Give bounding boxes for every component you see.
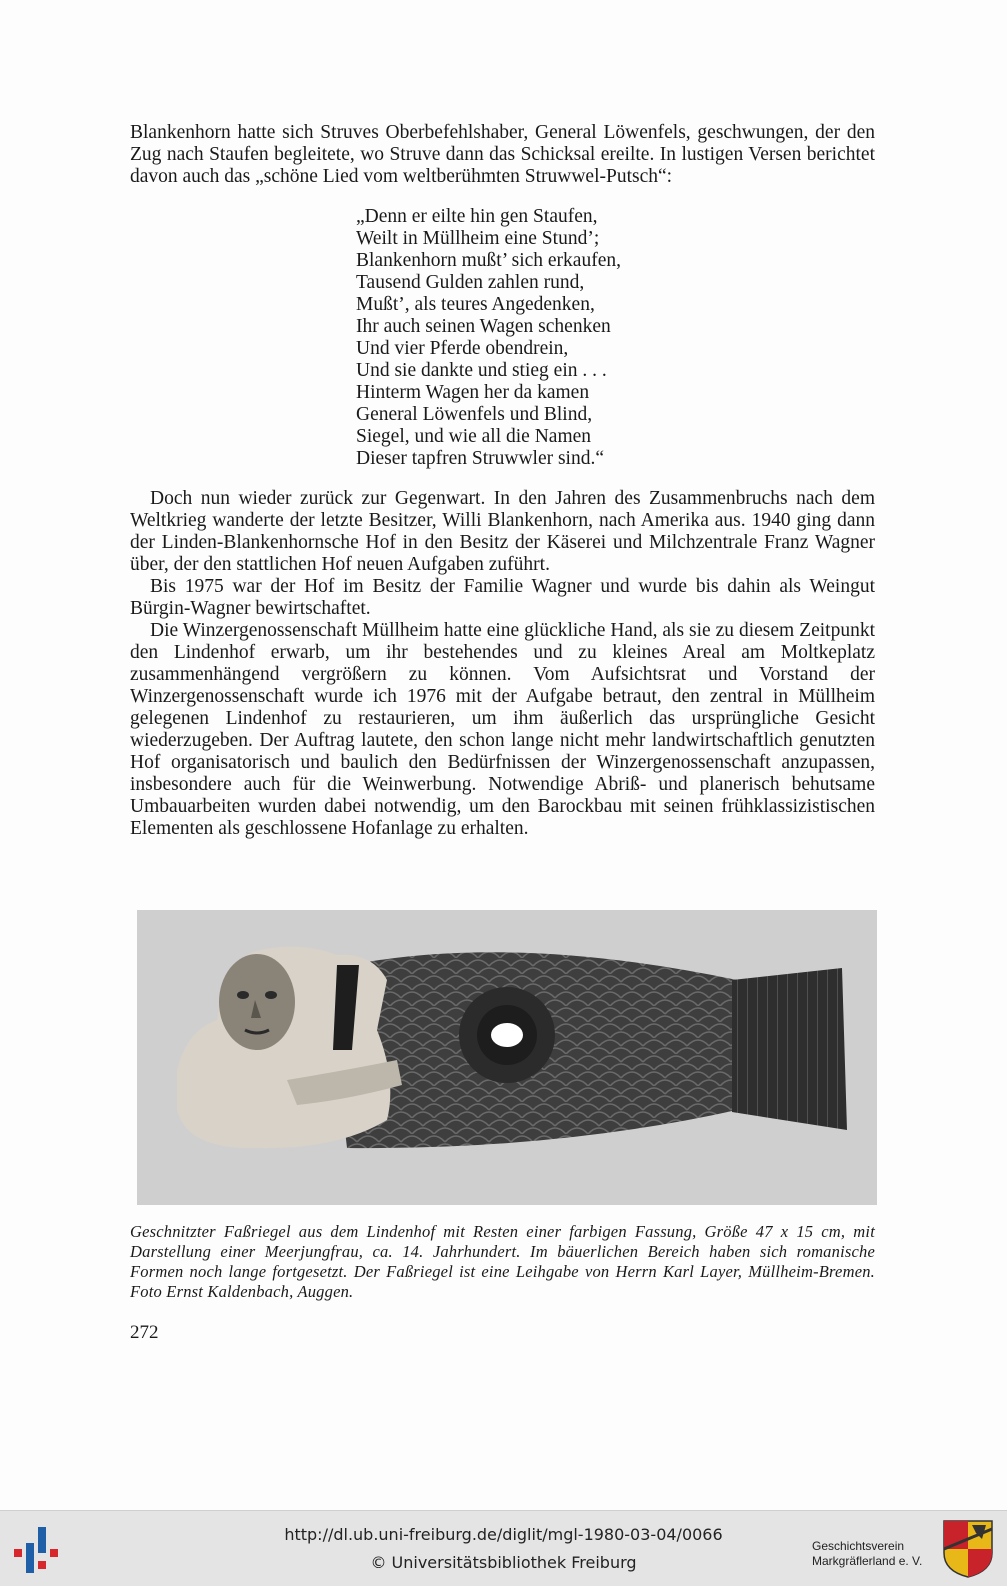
society-line-1: Geschichtsverein (812, 1539, 905, 1553)
footer-bar (0, 1510, 1007, 1586)
carved-mermaid-image (137, 910, 877, 1205)
poem-line: Ihr auch seinen Wagen schenken (356, 316, 611, 337)
body-text-main (130, 488, 875, 840)
poem (356, 206, 621, 470)
poem-line: Hinterm Wagen her da kamen (356, 382, 590, 403)
body-text-top (130, 122, 875, 188)
poem-line: „Denn er eilte hin gen Staufen, (356, 206, 598, 227)
poem-line: Tausend Gulden zahlen rund, (356, 272, 585, 293)
paragraph-2: Doch nun wieder zurück zur Gegenwart. In den Jahren des Zusammenbruchs nach dem Weltkrieg wanderte der letzte Besitzer, Willi Blankenhorn, nach Amerika aus. 1940 ging dann der Linden-Blankenhornsche Hof in den Besitz der Käserei und Milchzentrale Franz Wagner über, der den stattlichen Hof neuen Aufgaben zuführt. (130, 488, 875, 575)
paragraph-4: Die Winzergenossenschaft Müllheim hatte eine glückliche Hand, als sie zu diesem Zeitpunkt den Lindenhof erwarb, um ihr bestehendes und zu kleines Areal am Moltkeplatz zusammenhängend vergrößern zu können. Vom Aufsichtsrat und Vorstand der Winzergenossenschaft wurde ich 1976 mit der Aufgabe betraut, den zentral in Müllheim gelegenen Lindenhof zu restaurieren, um ihm äußerlich das ursprüngliche Gesicht wiederzugeben. Der Auftrag lautete, den schon lange nicht mehr landwirtschaftlich genutzten Hof organisatorisch und baulich den Bedürfnissen der Winzergenossenschaft anzupassen, insbesondere auch für die Weinwerbung. Notwendige Abriß- und planerisch behutsame Umbauarbeiten wurden dabei notwendig, um den Barockbau mit seinen frühklassizistischen Elementen als geschlossene Hofanlage zu erhalten. (130, 620, 875, 839)
society-name (812, 1539, 937, 1569)
poem-line: Dieser tapfren Struwwler sind.“ (356, 448, 605, 469)
photo-carved-mermaid-bolt (137, 910, 877, 1205)
coat-of-arms-icon[interactable] (942, 1519, 994, 1579)
paragraph-1: Blankenhorn hatte sich Struves Oberbefehlshaber, General Löwenfels, geschwungen, der den Zug nach Staufen begleitete, wo Struve dann das Schicksal ereilte. In lustigen Versen berichtet davon auch das „schöne Lied vom weltberühmten Struwwel-Putsch“: (130, 122, 875, 187)
poem-line: Weilt in Müllheim eine Stund’; (356, 228, 600, 249)
figure-caption: Geschnitzter Faßriegel aus dem Lindenhof mit Resten einer farbigen Fassung, Größe 47 x 15 cm, mit Darstellung einer Meerjungfrau, ca. 14. Jahrhundert. Im bäuerlichen Bereich haben sich romanische Formen noch lange fortgesetzt. Der Faßriegel ist eine Leihgabe von Herrn Karl Layer, Müllheim-Bremen. Foto Ernst Kaldenbach, Auggen. (130, 1222, 875, 1301)
poem-line: General Löwenfels und Blind, (356, 404, 593, 425)
poem-line: Mußt’, als teures Angedenken, (356, 294, 595, 315)
poem-line: Blankenhorn mußt’ sich erkaufen, (356, 250, 621, 271)
paragraph-3: Bis 1975 war der Hof im Besitz der Familie Wagner und wurde bis dahin als Weingut Bürgin-Wagner bewirtschaftet. (130, 576, 875, 619)
footer-url-link[interactable]: http://dl.ub.uni-freiburg.de/diglit/mgl-1980-03-04/0066 (284, 1525, 723, 1544)
poem-line: Siegel, und wie all die Namen (356, 426, 592, 447)
society-line-2: Markgräflerland e. V. (812, 1554, 923, 1568)
page-number: 272 (130, 1322, 159, 1343)
poem-line: Und sie dankte und stieg ein . . . (356, 360, 607, 381)
poem-line: Und vier Pferde obendrein, (356, 338, 569, 359)
footer-copyright: © Universitätsbibliothek Freiburg (370, 1553, 637, 1572)
